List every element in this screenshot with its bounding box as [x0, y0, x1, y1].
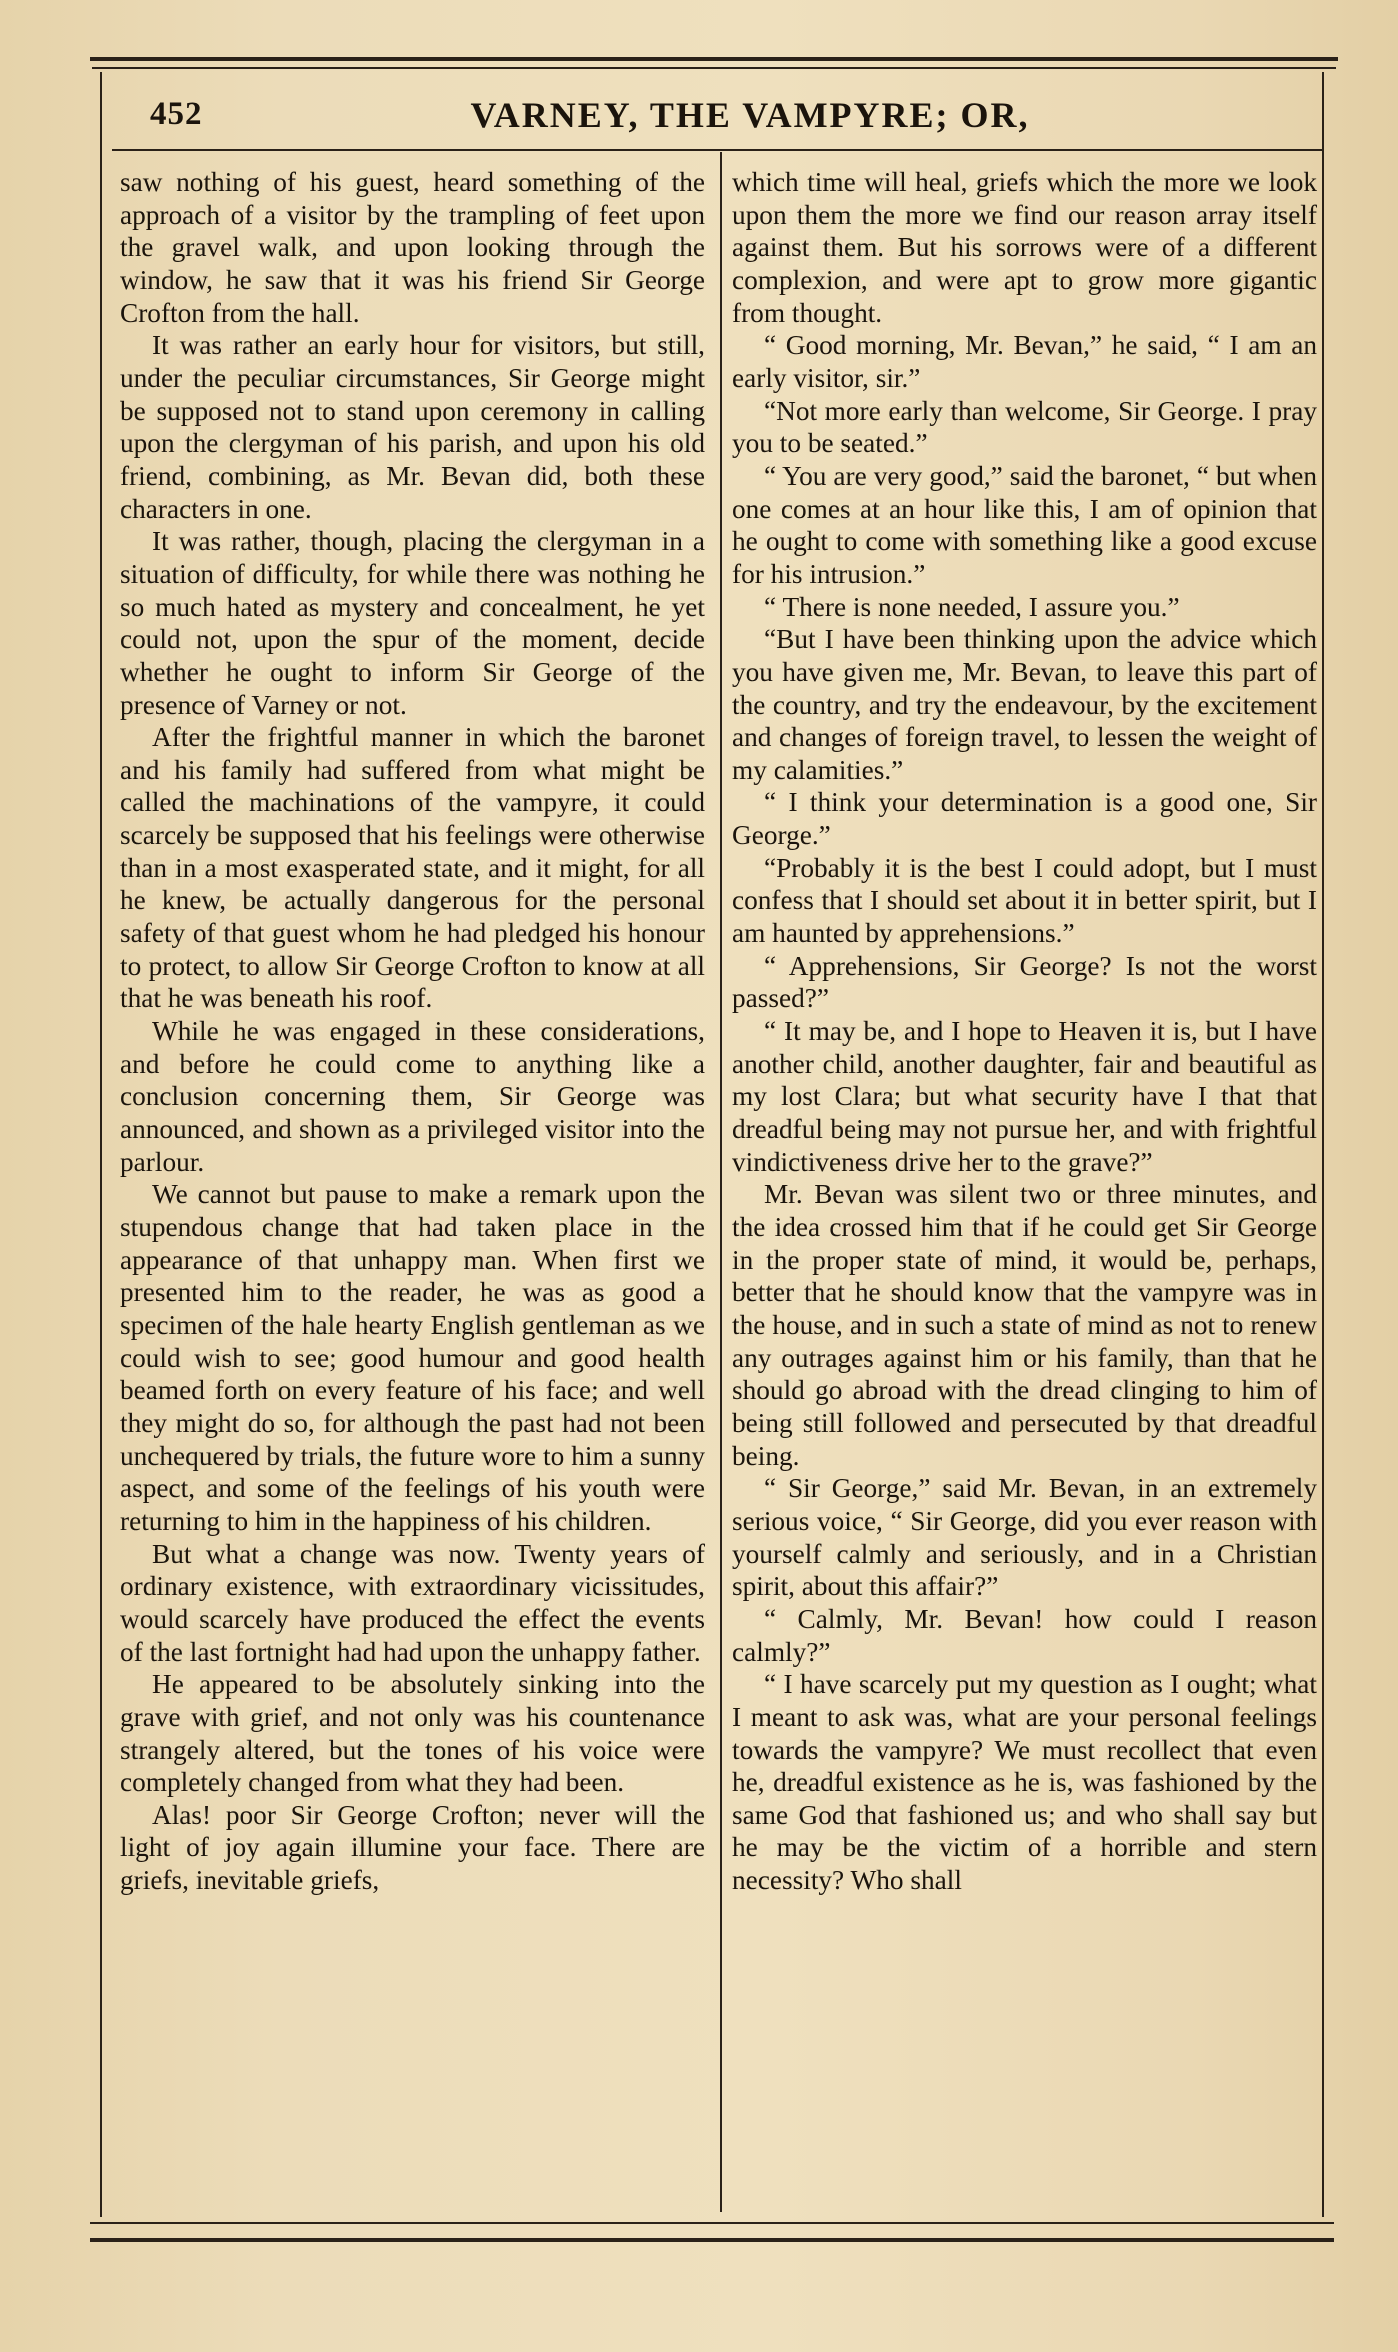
bottom-rule-thin: [90, 2222, 1334, 2224]
paragraph: We cannot but pause to make a remark upon the stupendous change that had taken place in the appearance of that unhappy man. When first we presented him to the reader, he was as good a specimen of the hale hearty English gentleman as we could wish to see; good humour and good health beamed forth on every feature of his face; and well they might do so, for although the past had not been unchequered by trials, the future wore to him a sunny aspect, and some of the feelings of his youth were returning to him in the happiness of his children.: [120, 1179, 705, 1536]
paragraph: “ Good morning, Mr. Bevan,” he said, “ I am an early visitor, sir.”: [732, 330, 1317, 393]
running-title: VARNEY, THE VAMPYRE; OR,: [470, 95, 1030, 135]
paragraph: which time will heal, griefs which the more we look upon them the more we find our reason array itself against them. But his sorrows were of a different complexion, and were apt to grow more gigantic from thought.: [732, 167, 1317, 328]
paragraph: It was rather an early hour for visitors, but still, under the peculiar circumstances, Sir George might be supposed not to stand upon ceremony in calling upon the clergyman of his parish, and upon his old friend, combining, as Mr. Bevan did, both these characters in one.: [120, 330, 705, 524]
top-rule: [90, 57, 1338, 61]
paragraph: “ Calmly, Mr. Bevan! how could I reason calmly?”: [732, 1603, 1317, 1667]
paragraph: Mr. Bevan was silent two or three minutes, and the idea crossed him that if he could get Sir George in the proper state of mind, it would be, perhaps, better that he should know that the vampyre was in the house, and in such a state of mind as not to renew any outrages against him or his family, than that he should go abroad with the dread clinging to him of being still followed and persecuted by that dreadful being.: [732, 1179, 1317, 1471]
paragraph: “But I have been thinking upon the advice which you have given me, Mr. Bevan, to leave this part of the country, and try the endeavour, by the excitement and changes of foreign travel, to lessen the weight of my calamities.”: [732, 624, 1317, 785]
paragraph: “ I have scarcely put my question as I ought; what I meant to ask was, what are your personal feelings towards the vampyre? We must recollect that even he, dreadful existence as he is, was fashioned by the same God that fashioned us; and who shall say but he may be the victim of a horrible and stern necessity? Who shall: [732, 1669, 1317, 1896]
right-frame-rule: [1322, 72, 1324, 2217]
top-rule-thin: [92, 67, 1336, 69]
right-column: [732, 166, 1317, 1897]
paragraph: saw nothing of his guest, heard something of the approach of a visitor by the trampling of feet upon the gravel walk, and upon looking through the window, he saw that it was his friend Sir George Crofton from the hall.: [120, 167, 705, 328]
paragraph: It was rather, though, placing the clergyman in a situation of difficulty, for while there was nothing he so much hated as mystery and concealment, he yet could not, upon the spur of the moment, decide whether he ought to inform Sir George of the presence of Varney or not.: [120, 526, 705, 720]
paragraph: “ Apprehensions, Sir George? Is not the worst passed?”: [732, 950, 1317, 1014]
left-frame-rule: [100, 72, 102, 2217]
paragraph: While he was engaged in these considerations, and before he could come to anything like a conclusion concerning them, Sir George was announced, and shown as a privileged visitor into the parlour.: [120, 1016, 705, 1177]
page-number: 452: [150, 96, 203, 132]
paragraph: “ I think your determination is a good one, Sir George.”: [732, 787, 1317, 851]
paragraph: Alas! poor Sir George Crofton; never will the light of joy again illumine your face. There are griefs, inevitable griefs,: [120, 1799, 705, 1896]
paragraph: “Not more early than welcome, Sir George. I pray you to be seated.”: [732, 395, 1317, 459]
paragraph: But what a change was now. Twenty years of ordinary existence, with extraordinary vicissitudes, would scarcely have produced the effect the events of the last fortnight had had upon the unhappy father.: [120, 1538, 705, 1667]
paragraph: “ It may be, and I hope to Heaven it is, but I have another child, another daughter, fair and beautiful as my lost Clara; but what security have I that that dreadful being may not pursue her, and with frightful vindictiveness drive her to the grave?”: [732, 1016, 1317, 1177]
paragraph: “ You are very good,” said the baronet, “ but when one comes at an hour like this, I am of opinion that he ought to come with something like a good excuse for his intrusion.”: [732, 460, 1317, 589]
paragraph: He appeared to be absolutely sinking into the grave with grief, and not only was his countenance strangely altered, but the tones of his voice were completely changed from what they had been.: [120, 1669, 705, 1798]
bottom-rule: [90, 2238, 1334, 2242]
header-rule: [112, 149, 1322, 151]
paragraph: “ There is none needed, I assure you.”: [764, 591, 1180, 622]
paragraph: “ Sir George,” said Mr. Bevan, in an extremely serious voice, “ Sir George, did you ever reason with yourself calmly and seriously, and in a Christian spirit, about this affair?”: [732, 1473, 1317, 1602]
paragraph: “Probably it is the best I could adopt, but I must confess that I should set about it in better spirit, but I am haunted by apprehensions.”: [732, 852, 1317, 949]
left-column: [120, 166, 705, 1897]
paragraph: After the frightful manner in which the baronet and his family had suffered from what might be called the machinations of the vampyre, it could scarcely be supposed that his feelings were otherwise than in a most exasperated state, and it might, for all he knew, be actually dangerous for the personal safety of that guest whom he had pledged his honour to protect, to allow Sir George Crofton to know at all that he was beneath his roof.: [120, 722, 705, 1014]
column-divider: [720, 152, 722, 2212]
